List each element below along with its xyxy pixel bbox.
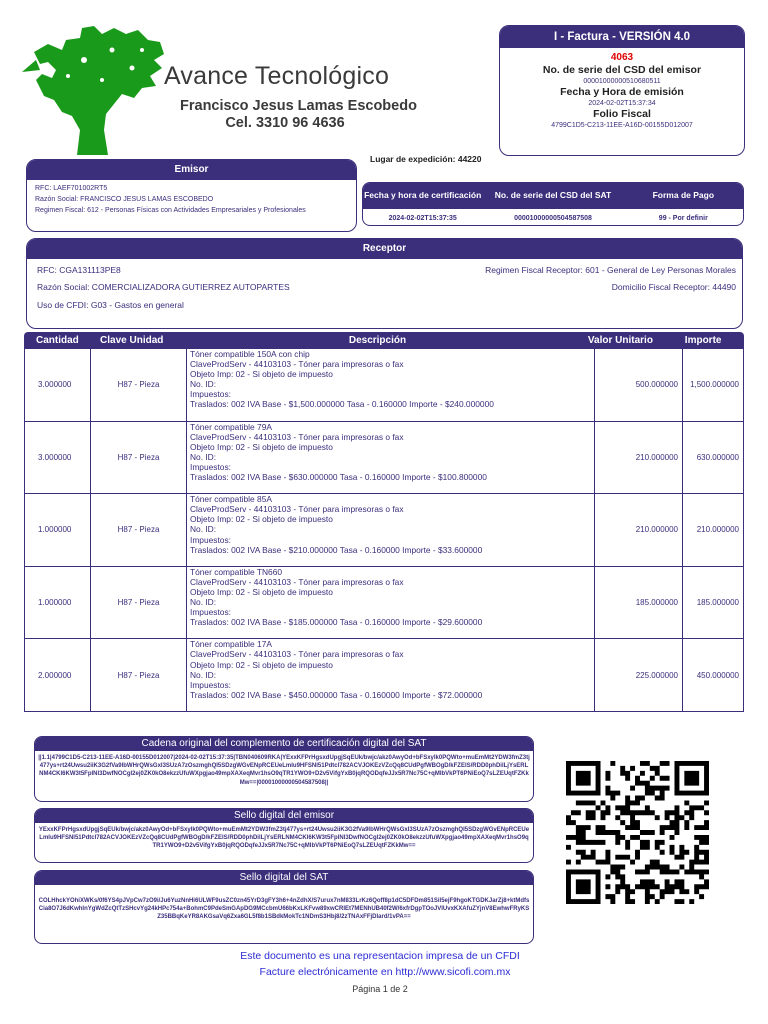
receptor-rfc: RFC: CGA131113PE8 xyxy=(37,265,121,275)
header-valor: Valor Unitario xyxy=(587,335,653,346)
sat-serie-value: 00001000000504587508 xyxy=(514,214,592,222)
cadena-title: Cadena original del complemento de certificación digital del SAT xyxy=(35,737,533,751)
cell-cantidad: 1.000000 xyxy=(25,567,91,639)
page-number: Página 1 de 2 xyxy=(352,984,408,994)
receptor-domicilio: Domicilio Fiscal Receptor: 44490 xyxy=(611,282,736,292)
cell-importe: 210.000000 xyxy=(696,525,739,535)
desc-line: Objeto Imp: 02 - Si objeto de impuesto xyxy=(190,659,333,670)
sat-fecha-value: 2024-02-02T15:37:35 xyxy=(388,214,457,222)
sello-sat-title: Sello digital del SAT xyxy=(35,871,533,885)
desc-line: Impuestos: xyxy=(190,534,231,545)
receptor-razon: Razón Social: COMERCIALIZADORA GUTIERREZ AUTOPARTES xyxy=(37,282,290,292)
sello-emisor-box xyxy=(34,808,534,863)
fecha-emision-label: Fecha y Hora de emisión xyxy=(560,86,684,98)
fecha-emision-value: 2024-02-02T15:37:34 xyxy=(588,100,656,107)
desc-line: Traslados: 002 IVA Base - $185.000000 Tasa - 0.160000 Importe - $29.600000 xyxy=(190,617,483,628)
header-descripcion: Descripción xyxy=(348,335,407,346)
emisor-rfc: RFC: LAEF701002RT5 xyxy=(35,185,108,192)
sat-forma-value: 99 - Por definir xyxy=(658,214,708,222)
sat-forma-header: Forma de Pago xyxy=(652,190,715,201)
desc-line: No. ID: xyxy=(190,379,217,390)
brand-owner: Francisco Jesus Lamas Escobedo xyxy=(180,98,417,114)
desc-line: Impuestos: xyxy=(190,461,231,472)
desc-line: Impuestos: xyxy=(190,607,231,618)
sello-emisor-text: YExxKFPrHgsxdUpgjSqEUk/bwjc/akz0AwyOd+bFSxylk0PQWto+muEmMt2YDW3fmZ3tj477ys+rt24Uwsu2iiK3G2fVa9lbWHrQWsGxI3SUzA7zOszmghQI5SDzgWGvENpRCEUeLmIu9HFSNl51Pdtcl782ACVJOKEzVZcQq8CUdPgfWBOgD/kFZElS/RDD0phDilLjYsERLNM4CKl6KW3t5FplNl3DwfNOCgl2ej0ZK0kO8ekzzUfuWXpgjao49mpXAXeqMvr1hsO9qTR1YWO9+D2v5VifgYxB0jqRQODqfeJJx5R7Nc75C+qMIbVkPT6PNiEoQ7sLZEUqtFZKkMw== xyxy=(38,827,530,850)
sat-serie-header: No. de serie del CSD del SAT xyxy=(494,190,612,201)
cell-descripcion xyxy=(187,349,595,421)
table-row xyxy=(24,494,744,567)
cell-importe: 450.000000 xyxy=(696,671,739,681)
cell-cantidad: 2.000000 xyxy=(25,639,91,712)
cell-descripcion xyxy=(187,494,595,566)
table-row xyxy=(24,639,744,712)
cell-clave: H87 - Pieza xyxy=(91,639,187,712)
receptor-regimen: Regimen Fiscal Receptor: 601 - General de Ley Personas Morales xyxy=(485,265,736,275)
desc-line: No. ID: xyxy=(190,669,217,680)
desc-line: ClaveProdServ - 44103103 - Tóner para impresoras o fax xyxy=(190,431,404,442)
cell-clave: H87 - Pieza xyxy=(91,567,187,639)
desc-line: Traslados: 002 IVA Base - $1,500.000000 Tasa - 0.160000 Importe - $240.000000 xyxy=(190,399,494,410)
cell-clave: H87 - Pieza xyxy=(91,422,187,494)
folio-fiscal-label: Folio Fiscal xyxy=(593,108,651,120)
desc-line: Tóner compatible 150A con chip xyxy=(190,349,310,359)
table-row xyxy=(24,349,744,422)
cell-descripcion xyxy=(187,567,595,639)
desc-line: Tóner compatible 85A xyxy=(190,494,272,505)
items-table xyxy=(24,332,744,712)
csd-emisor-label: No. de serie del CSD del emisor xyxy=(542,64,702,76)
footer-disclaimer: Este documento es una representacion impresa de un CFDI xyxy=(240,950,520,962)
csd-emisor-value: 00001000000510680511 xyxy=(583,78,661,85)
brand-phone: Cel. 3310 96 4636 xyxy=(225,115,345,131)
lugar-expedicion: Lugar de expedición: 44220 xyxy=(370,154,482,164)
desc-line: Tóner compatible 79A xyxy=(190,421,272,432)
sat-info-box xyxy=(362,182,744,226)
cell-importe: 1,500.000000 xyxy=(690,380,739,390)
header-clave: Clave Unidad xyxy=(100,335,164,346)
cell-importe: 630.000000 xyxy=(696,452,739,462)
cadena-text: ||1.1|4799C1D5-C213-11EE-A16D-00155D012007|2024-02-02T15:37:35|TBN040609RKA|YExxKFPrHgsxdUpgjSqEUk/bwjc/akz0AwyOd+bFSxylk0PQWto+muEmMt2YDW3fmZ3tj477ys+rt24Uwsu2iiK3G2fVa9lbWHrQWsGxI3SUzA7zOszmghQI5SDzgWGvENpRCEUeLmIu9HFSNl51Pdtcl782ACVJOKEzVZcQq8CUdPgfWBOgD/kFZElS/RDD0phDilLjYsERLNM4CKl6KW3t5FplNl3DwfNOCgl2ej0ZK0kO8ekzzUfuWXpgjao49mpXAXeqMvr1hsO9qTR1YWO9+D2v5VifgYxB0jqRQODqfeJJx5R7Nc75C+qMIbVkPT6PNiEoQ7sLZEUqtFZKkMw==|00001000000504587508|| xyxy=(38,755,530,786)
desc-line: ClaveProdServ - 44103103 - Tóner para impresoras o fax xyxy=(190,504,404,515)
factura-box xyxy=(499,25,745,156)
table-row xyxy=(24,422,744,495)
desc-line: ClaveProdServ - 44103103 - Tóner para impresoras o fax xyxy=(190,359,404,370)
desc-line: Impuestos: xyxy=(190,389,231,400)
receptor-box xyxy=(26,238,743,329)
cell-clave: H87 - Pieza xyxy=(91,349,187,421)
cell-clave: H87 - Pieza xyxy=(91,494,187,566)
header-importe: Importe xyxy=(684,335,722,346)
cell-cantidad: 3.000000 xyxy=(25,349,91,421)
desc-line: Impuestos: xyxy=(190,679,231,690)
table-row xyxy=(24,567,744,640)
desc-line: Tóner compatible TN660 xyxy=(190,566,283,577)
desc-line: Tóner compatible 17A xyxy=(190,639,272,650)
cell-valor: 225.000000 xyxy=(595,639,683,712)
cell-valor: 500.000000 xyxy=(595,349,683,421)
desc-line: No. ID: xyxy=(190,524,217,535)
emisor-razon: Razón Social: FRANCISCO JESUS LAMAS ESCOBEDO xyxy=(35,196,214,203)
cell-valor: 210.000000 xyxy=(595,422,683,494)
sello-emisor-title: Sello digital del emisor xyxy=(35,809,533,823)
qr-modules xyxy=(566,761,709,904)
cell-descripcion xyxy=(187,639,595,712)
sello-sat-text: COLHhckYOhiXWKs/0f6YS4pJVpCw7zO9i/Ju6YuzNnHi6ULWF9usZC0zn45YrD3gFY3h6+4nZdhX/S7urux7nM833LrKz6Qoff8p1dC5DFDm851Sil5ejF9hgoKTGDKJarZj8+ktMdfsCia8O7J6dKwhInYgWdZcQtTzSHcvYg24kHPc754a+BohmC9PdeSmGApDG9MCcbmU66bKxLKFvw89xwCRIEt7MENhUB40f2W/6xfrDgpTOoJVIUvxKXAfuZYjnV8EwhwFRyKSZ35BBqKeYR8AKGsaVq6Zxa6GL5f8b1SBdkMokTc1NDmS3Hbj8/2zTNAxFFjDIard/1vPA== xyxy=(38,898,530,921)
desc-line: Traslados: 002 IVA Base - $630.000000 Tasa - 0.160000 Importe - $100.800000 xyxy=(190,472,487,483)
factura-title: I - Factura - VERSIÓN 4.0 xyxy=(500,26,744,48)
desc-line: Objeto Imp: 02 - Si objeto de impuesto xyxy=(190,586,333,597)
emisor-title: Emisor xyxy=(27,160,356,180)
cell-valor: 185.000000 xyxy=(595,567,683,639)
header-cantidad: Cantidad xyxy=(36,335,79,346)
receptor-uso: Uso de CFDI: G03 - Gastos en general xyxy=(37,300,184,310)
table-header xyxy=(24,332,744,349)
desc-line: ClaveProdServ - 44103103 - Tóner para impresoras o fax xyxy=(190,576,404,587)
cadena-original-box xyxy=(34,736,534,802)
desc-line: Objeto Imp: 02 - Si objeto de impuesto xyxy=(190,514,333,525)
emisor-regimen: Regimen Fiscal: 612 - Personas Físicas con Actividades Empresariales y Profesionales xyxy=(35,207,306,214)
folio-fiscal-value: 4799C1D5-C213-11EE-A16D-00155D012007 xyxy=(551,122,693,129)
cell-cantidad: 1.000000 xyxy=(25,494,91,566)
sat-fecha-header: Fecha y hora de certificación xyxy=(364,190,482,201)
brand-name: Avance Tecnológico xyxy=(164,62,390,90)
tree-icon xyxy=(22,20,182,160)
desc-line: No. ID: xyxy=(190,451,217,462)
cell-cantidad: 3.000000 xyxy=(25,422,91,494)
cell-descripcion xyxy=(187,422,595,494)
footer-link[interactable]: Facture electrónicamente en http://www.sicofi.com.mx xyxy=(259,966,511,978)
cell-importe: 185.000000 xyxy=(696,598,739,608)
company-logo xyxy=(22,20,417,160)
desc-line: Objeto Imp: 02 - Si objeto de impuesto xyxy=(190,441,333,452)
desc-line: Traslados: 002 IVA Base - $210.000000 Tasa - 0.160000 Importe - $33.600000 xyxy=(190,544,483,555)
receptor-title: Receptor xyxy=(27,239,742,259)
desc-line: Traslados: 002 IVA Base - $450.000000 Tasa - 0.160000 Importe - $72.000000 xyxy=(190,689,483,700)
sello-sat-box xyxy=(34,870,534,944)
qr-code-icon xyxy=(566,761,709,904)
desc-line: No. ID: xyxy=(190,597,217,608)
desc-line: Objeto Imp: 02 - Si objeto de impuesto xyxy=(190,369,333,380)
desc-line: ClaveProdServ - 44103103 - Tóner para impresoras o fax xyxy=(190,649,404,660)
emisor-box xyxy=(26,159,357,232)
cell-valor: 210.000000 xyxy=(595,494,683,566)
folio-number: 4063 xyxy=(610,52,634,63)
